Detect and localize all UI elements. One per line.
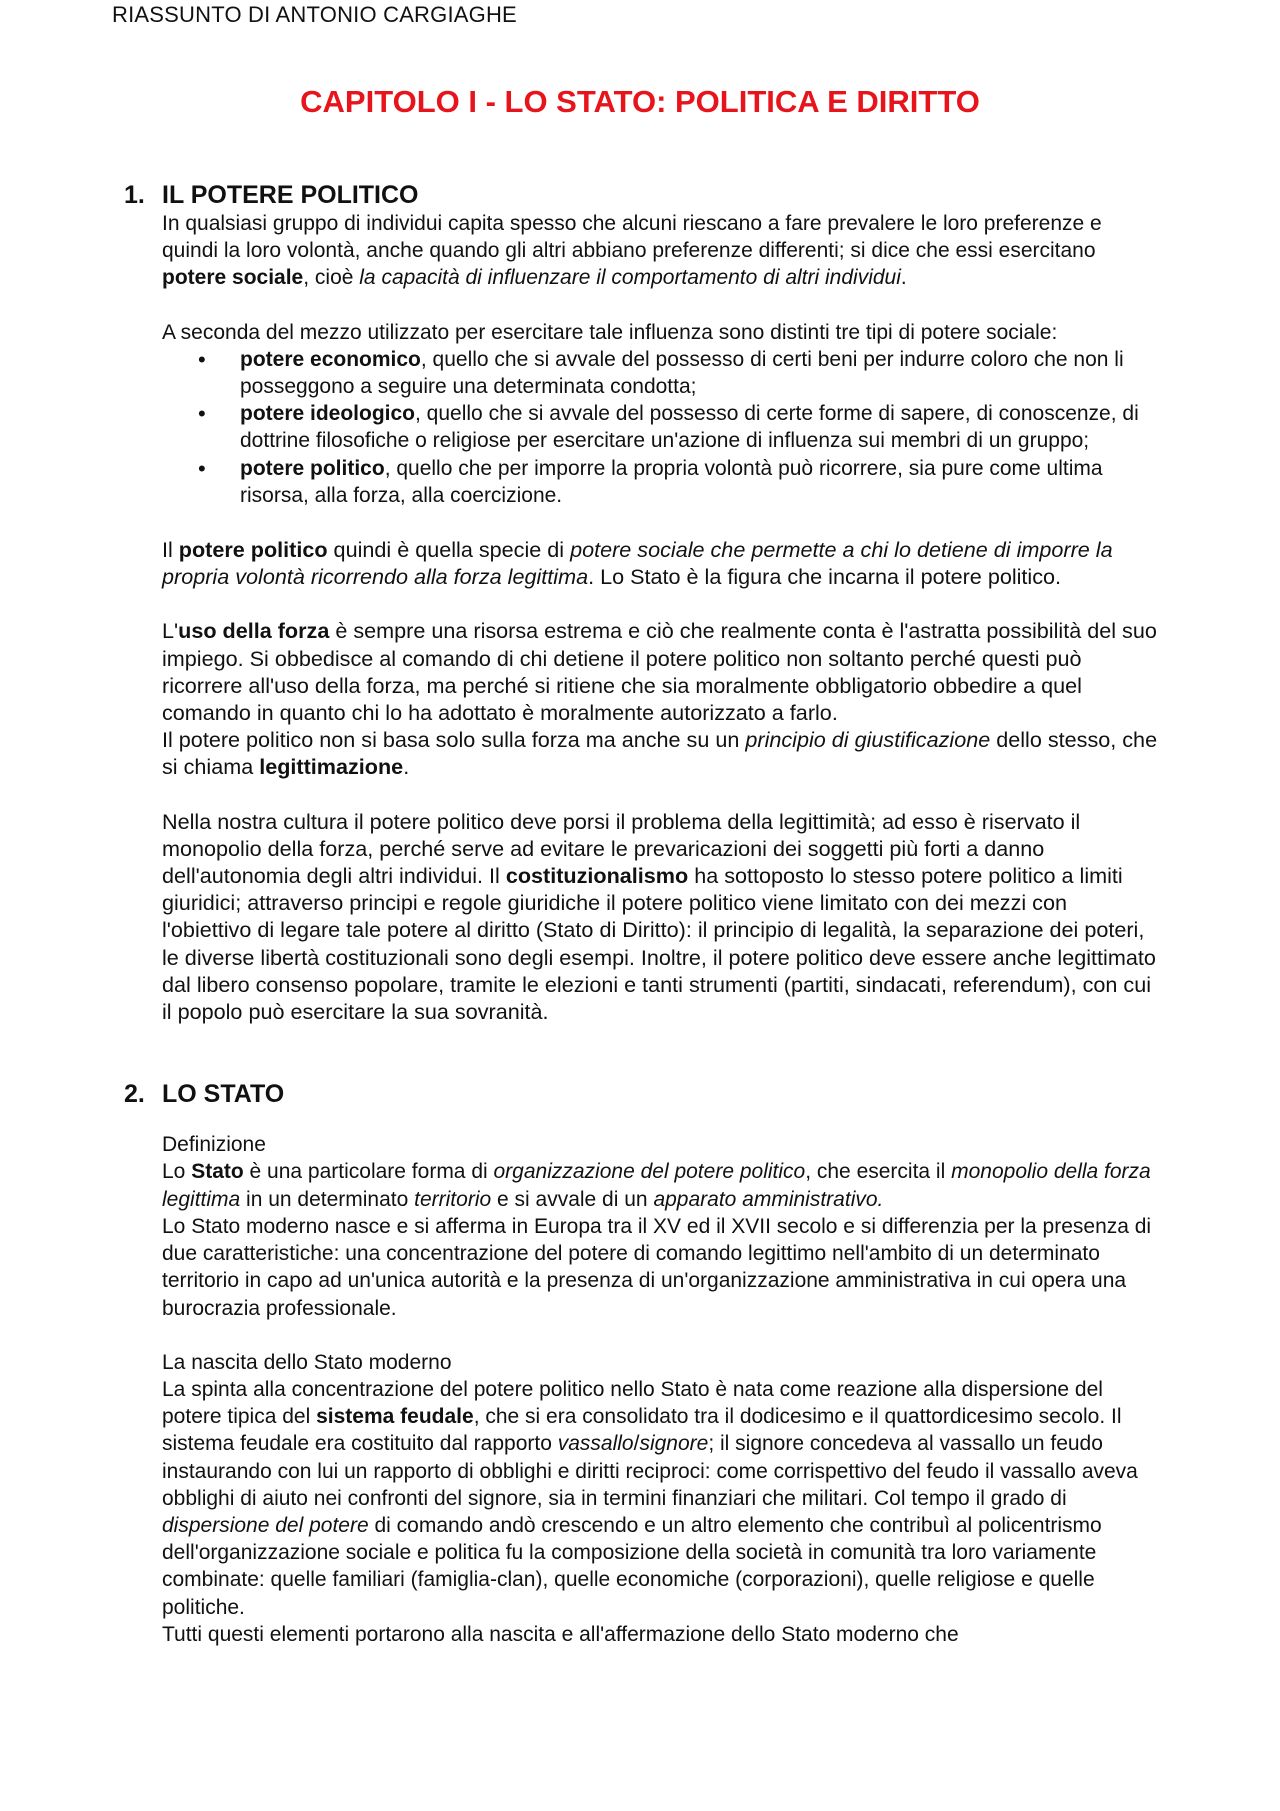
section-heading — [124, 180, 1162, 210]
paragraph: Tutti questi elementi portarono alla nascita e all'affermazione dello Stato moderno che — [162, 1622, 959, 1646]
subheading: Definizione — [162, 1133, 266, 1157]
section-title: LO STATO — [162, 1080, 285, 1109]
paragraph: La spinta alla concentrazione del potere politico nello Stato è nata come reazione alla dispersione del potere tipica del sistema feudale, che si era consolidato tra il dodicesimo e il quattordicesimo secolo. Il sistema feudale era costituito dal rapporto vassallo/signore; il signore concedeva al vassallo un feudo instaurando con lui un rapporto di obblighi e diritti reciproci: come corrispettivo del feudo il vassallo aveva obblighi di aiuto nei confronti del signore, sia in termini finanziari che militari. Col tempo il grado di dispersione del potere di comando andò crescendo e un altro elemento che contribuì al policentrismo dell'organizzazione sociale e politica fu la composizione della società in comunità tra loro variamente combinate: quelle familiari (famiglia-clan), quelle economiche (corporazioni), quelle religiose e quelle politiche. — [162, 1377, 1138, 1619]
paragraph: Nella nostra cultura il potere politico deve porsi il problema della legittimità; ad esso è riservato il monopolio della forza, perché serve ad evitare le prevaricazioni dei soggetti più forti a danno dell'autonomia degli altri individui. Il costituzionalismo ha sottoposto lo stesso potere politico a limiti giuridici; attraverso principi e regole giuridiche il potere politico viene limitato con dei mezzi con l'obiettivo di legare tale potere al diritto (Stato di Diritto): il principio di legalità, la separazione dei poteri, le diverse libertà costituzionali sono degli esempi. Inoltre, il potere politico deve essere anche legittimato dal libero consenso popolare, tramite le elezioni e tanti strumenti (partiti, sindacati, referendum), con cui il popolo può esercitare la sua sovranità. — [162, 808, 1156, 1025]
paragraph: Lo Stato è una particolare forma di organizzazione del potere politico, che esercita il monopolio della forza legittima in un determinato territorio e si avvale di un apparato amministrativo. — [162, 1160, 1151, 1211]
bullet-list — [162, 346, 1162, 509]
list-item: • potere economico, quello che si avvale del possesso di certi beni per indurre coloro che non li posseggono a seguire una determinata condotta; — [198, 346, 1124, 399]
paragraph: In qualsiasi gruppo di individui capita spesso che alcuni riescano a fare prevalere le loro preferenze e quindi la loro volontà, anche quando gli altri abbiano preferenze differenti; si dice che essi esercitano potere sociale, cioè la capacità di influenzare il comportamento di altri individui. — [162, 212, 1102, 290]
section-number: 2. — [124, 1080, 145, 1109]
bullet-icon: • — [198, 455, 206, 481]
paragraph: Il potere politico non si basa solo sulla forza ma anche su un principio di giustificazione dello stesso, che si chiama legittimazione. — [162, 727, 1158, 780]
paragraph: L'uso della forza è sempre una risorsa estrema e ciò che realmente conta è l'astratta possibilità del suo impiego. Si obbedisce al comando di chi detiene il potere politico non soltanto perché questi può ricorrere all'uso della forza, ma perché si ritiene che sia moralmente obbligatorio obbedire a quel comando in quanto chi lo ha adottato è moralmente autorizzato a farlo. — [162, 618, 1157, 726]
bullet-icon: • — [198, 401, 206, 427]
paragraph: Il potere politico quindi è quella specie di potere sociale che permette a chi lo detiene di imporre la propria volontà ricorrendo alla forza legittima. Lo Stato è la figura che incarna il potere politico. — [162, 537, 1113, 590]
list-item: • potere politico, quello che per imporre la propria volontà può ricorrere, sia pure come ultima risorsa, alla forza, alla coercizione. — [198, 455, 1103, 507]
paragraph: A seconda del mezzo utilizzato per esercitare tale influenza sono distinti tre tipi di potere sociale: — [162, 320, 1058, 344]
section-number: 1. — [124, 181, 145, 209]
document-body — [124, 180, 1162, 1648]
list-item: • potere ideologico, quello che si avvale del possesso di certe forme di sapere, di conoscenze, di dottrine filosofiche o religiose per esercitare un'azione di influenza sui membri di un gruppo; — [198, 401, 1139, 453]
bullet-icon: • — [198, 346, 206, 372]
subheading: La nascita dello Stato moderno — [162, 1350, 452, 1374]
document-header: RIASSUNTO DI ANTONIO CARGIAGHE — [112, 2, 517, 27]
paragraph: Lo Stato moderno nasce e si afferma in Europa tra il XV ed il XVII secolo e si differenzia per la presenza di due caratteristiche: una concentrazione del potere di comando legittimo nell'ambito di un determinato territorio in capo ad un'unica autorità e la presenza di un'organizzazione amministrativa in cui opera una burocrazia professionale. — [162, 1214, 1152, 1320]
section-title: IL POTERE POLITICO — [162, 181, 419, 209]
section-heading — [124, 1079, 1162, 1109]
chapter-title: CAPITOLO I - LO STATO: POLITICA E DIRITTO — [300, 84, 980, 119]
